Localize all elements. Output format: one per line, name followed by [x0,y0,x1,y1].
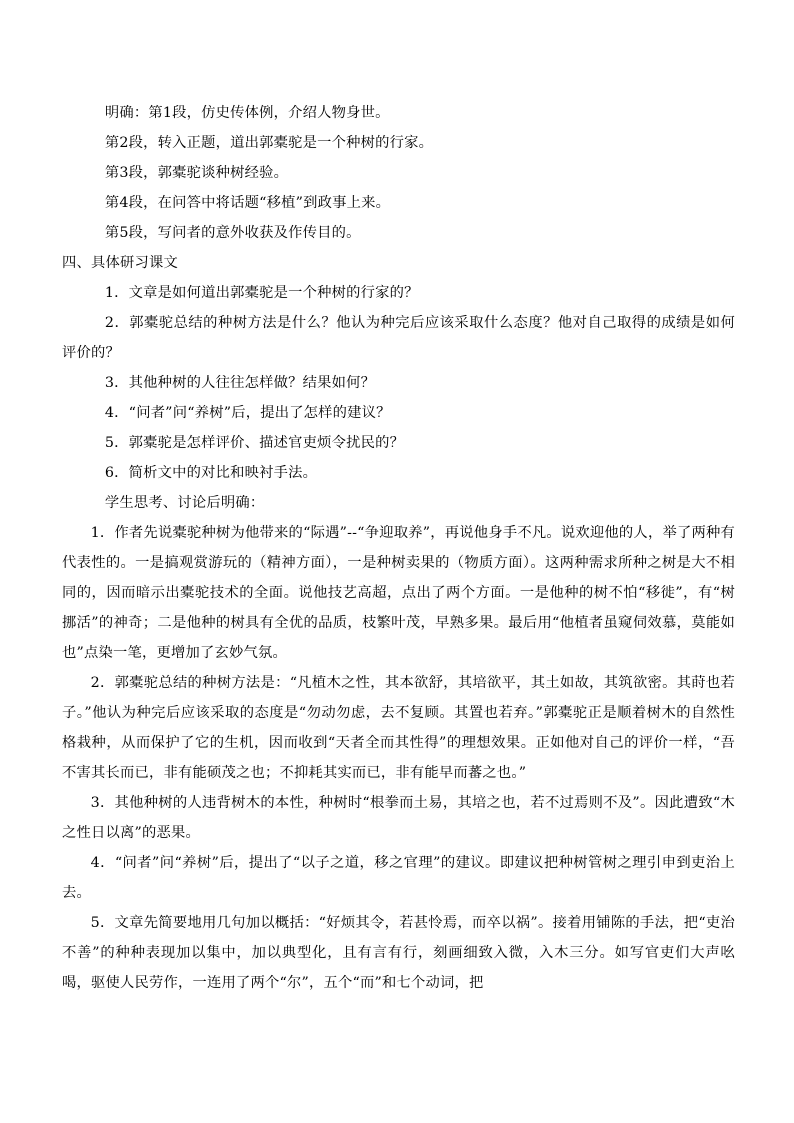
question-2: 2．郭橐驼总结的种树方法是什么？他认为种完后应该采取什么态度？他对自己取得的成绩是如何评价的？ [62,315,735,361]
outline-item-5: 第5段，写问者的意外收获及作传目的。 [104,225,361,241]
document-page [62,98,735,998]
outline-item-3: 第3段，郭橐驼谈种树经验。 [104,165,289,181]
section-heading: 四、具体研习课文 [62,255,178,271]
outline-intro: 明确：第1段，仿史传体例，介绍人物身世。 [104,105,390,121]
question-1: 1．文章是如何道出郭橐驼是一个种树的行家的？ [104,285,419,301]
answer-1: 1．作者先说橐驼种树为他带来的“际遇”--“争迎取养”，再说他身手不凡。说欢迎他的人，举了两种有代表性的。一是搞观赏游玩的（精神方面），一是种树卖果的（物质方面）。这两种需求所种之树是大不相同的，因而暗示出橐驼技术的全面。说他技艺高超，点出了两个方面。一是他种的树不怕“移徙”，有“树挪活”的神奇；二是他种的树具有全优的品质，枝繁叶茂，早熟多果。最后用“他植者虽窥伺效慕，莫能如也”点染一笔，更增加了玄妙气氛。 [62,525,735,661]
question-6: 6．简析文中的对比和映衬手法。 [104,465,318,481]
answer-4: 4．“问者”问“养树”后，提出了“以子之道，移之官理”的建议。即建议把种树管树之理引申到吏治上去。 [62,855,735,901]
question-5: 5．郭橐驼是怎样评价、描述官吏烦令扰民的？ [104,435,405,451]
question-3: 3．其他种树的人往往怎样做？结果如何？ [104,375,376,391]
answer-5: 5．文章先简要地用几句加以概括：“好烦其令，若甚怜焉，而卒以祸”。接着用铺陈的手法，把“吏治不善”的种种表现加以集中，加以典型化，且有言有行，刻画细致入微，入木三分。如写官吏们大声吆喝，驱使人民劳作，一连用了两个“尔”，五个“而”和七个动词，把 [62,915,735,991]
outline-item-4: 第4段，在问答中将话题“移植”到政事上来。 [104,195,391,211]
outline-item-2: 第2段，转入正题，道出郭橐驼是一个种树的行家。 [104,135,434,151]
question-4: 4．“问者”问“养树”后，提出了怎样的建议？ [104,405,391,421]
answer-2: 2．郭橐驼总结的种树方法是：“凡植木之性，其本欲舒，其培欲平，其土如故，其筑欲密。其莳也若子。”他认为种完后应该采取的态度是“勿动勿虑，去不复顾。其置也若弃。”郭橐驼正是顺着树木的自然性格栽种，从而保护了它的生机，因而收到“天者全而其性得”的理想效果。正如他对自己的评价一样，“吾不害其长而已，非有能硕茂之也；不抑耗其实而已，非有能早而蕃之也。” [62,675,735,781]
answer-3: 3．其他种树的人违背树木的本性，种树时“根拳而土易，其培之也，若不过焉则不及”。因此遭致“木之性日以离”的恶果。 [62,795,735,841]
answer-intro: 学生思考、讨论后明确： [104,495,265,511]
